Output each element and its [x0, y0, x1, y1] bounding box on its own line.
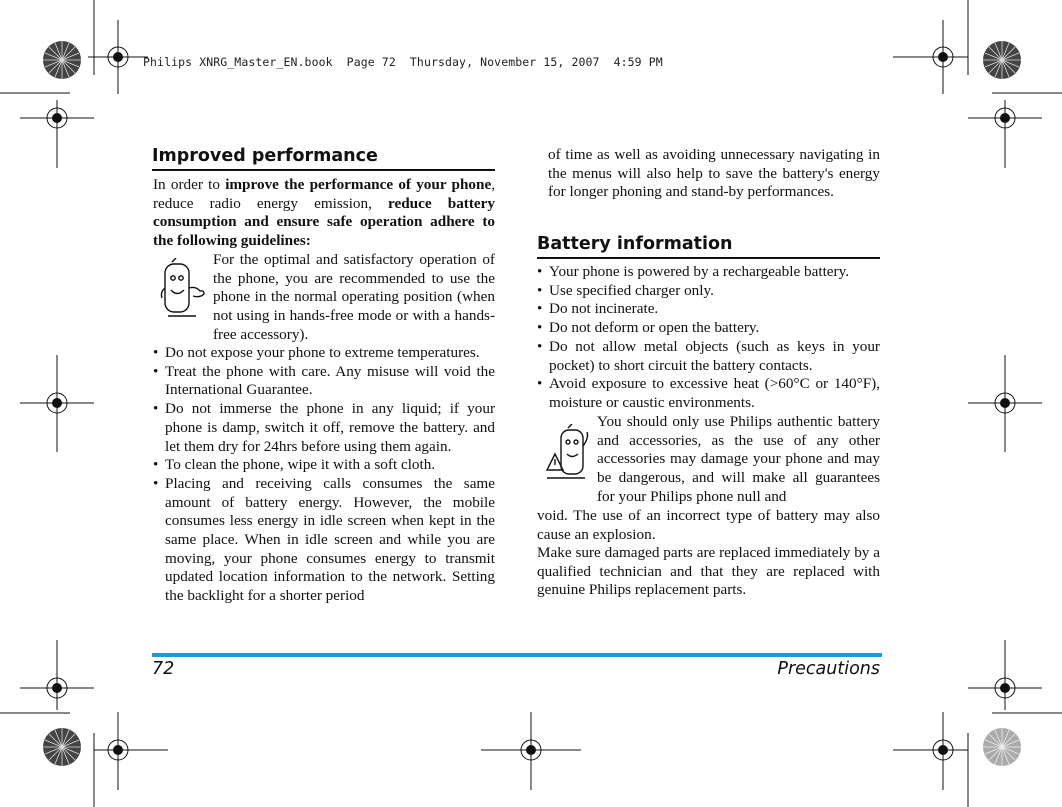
- list-item: • Do not allow metal objects (such as keys in your pocket) to short circuit the battery contacts.: [537, 338, 880, 375]
- registration-target-bottom-left: [94, 712, 168, 790]
- list-item: • Treat the phone with care. Any misuse will void the International Guarantee.: [153, 363, 495, 400]
- star-target-bottom-left: [43, 728, 81, 766]
- phone-mascot-pointing-icon: [160, 258, 210, 322]
- list-item: • To clean the phone, wipe it with a soft cloth.: [153, 456, 495, 475]
- registration-target-bottom-right: [893, 712, 968, 790]
- phone-mascot-warning-icon: [543, 424, 593, 484]
- registration-target-right-lower: [968, 640, 1042, 710]
- registration-target-top-right: [893, 20, 968, 94]
- continuation-paragraph: of time as well as avoiding unnecessary navigating in the menus will also help to save the battery's energy for longer phoning and stand-by performances.: [548, 146, 880, 201]
- footer-rule: [152, 653, 882, 657]
- list-item: • Your phone is powered by a rechargeable battery.: [537, 263, 880, 282]
- intro-text-1: In order to: [153, 176, 226, 193]
- normal-position-note: For the optimal and satisfactory operation of the phone, you are recommended to use the phone in the normal operating position (when not using in hands-free mode or with a hands-free accessory).: [213, 251, 495, 343]
- star-target-bottom-right: [983, 728, 1021, 766]
- authentic-battery-warning: You should only use Philips authentic battery and accessories, as the use of any other accessories may damage your phone and may be dangerous, and will make all guarantees for your Philips phone null and: [597, 413, 880, 505]
- intro-paragraph: [153, 176, 495, 251]
- performance-guidelines-list: [153, 344, 495, 606]
- heading-improved-performance: Improved performance: [152, 146, 495, 171]
- intro-text-2: , reduce radio energy emission,: [153, 176, 495, 212]
- registration-target-left-upper: [20, 100, 94, 168]
- list-item: • Do not deform or open the battery.: [537, 319, 880, 338]
- page-number: 72: [152, 659, 175, 679]
- registration-target-left-lower: [20, 640, 94, 710]
- list-item: • Avoid exposure to excessive heat (>60°C or 140°F), moisture or caustic environments.: [537, 375, 880, 412]
- intro-bold-1: improve the performance of your phone: [225, 176, 492, 193]
- section-title: Precautions: [777, 659, 880, 679]
- battery-information-list: [537, 263, 880, 413]
- star-target-top-right: [983, 41, 1021, 79]
- list-item: • Do not expose your phone to extreme temperatures.: [153, 344, 495, 363]
- registration-target-right-upper: [968, 100, 1042, 168]
- list-item: • Do not immerse the phone in any liquid; if your phone is damp, switch it off, remove the battery. and let them dry for 24hrs before using them again.: [153, 400, 495, 456]
- list-item: • Use specified charger only.: [537, 282, 880, 301]
- print-slug: Philips XNRG_Master_EN.book Page 72 Thursday, November 15, 2007 4:59 PM: [143, 55, 663, 69]
- list-item: • Placing and receiving calls consumes the same amount of battery energy. However, the mobile consumes less energy in idle screen when kept in the same place. When in idle screen and while you are moving, your phone consumes energy to transmit updated location information to the network. Setting the backlight for a shorter period: [153, 475, 495, 606]
- incorrect-battery-warning: void. The use of an incorrect type of battery may also cause an explosion.: [537, 507, 880, 543]
- list-item: • Do not incinerate.: [537, 300, 880, 319]
- heading-battery-information: Battery information: [537, 234, 880, 259]
- intro-bold-2: reduce battery consumption and ensure safe operation adhere to the following guidelines:: [153, 194, 495, 250]
- replacement-parts-note: Make sure damaged parts are replaced immediately by a qualified technician and that they are replaced with genuine Philips replacement parts.: [537, 544, 880, 599]
- star-target-top-left: [43, 41, 81, 79]
